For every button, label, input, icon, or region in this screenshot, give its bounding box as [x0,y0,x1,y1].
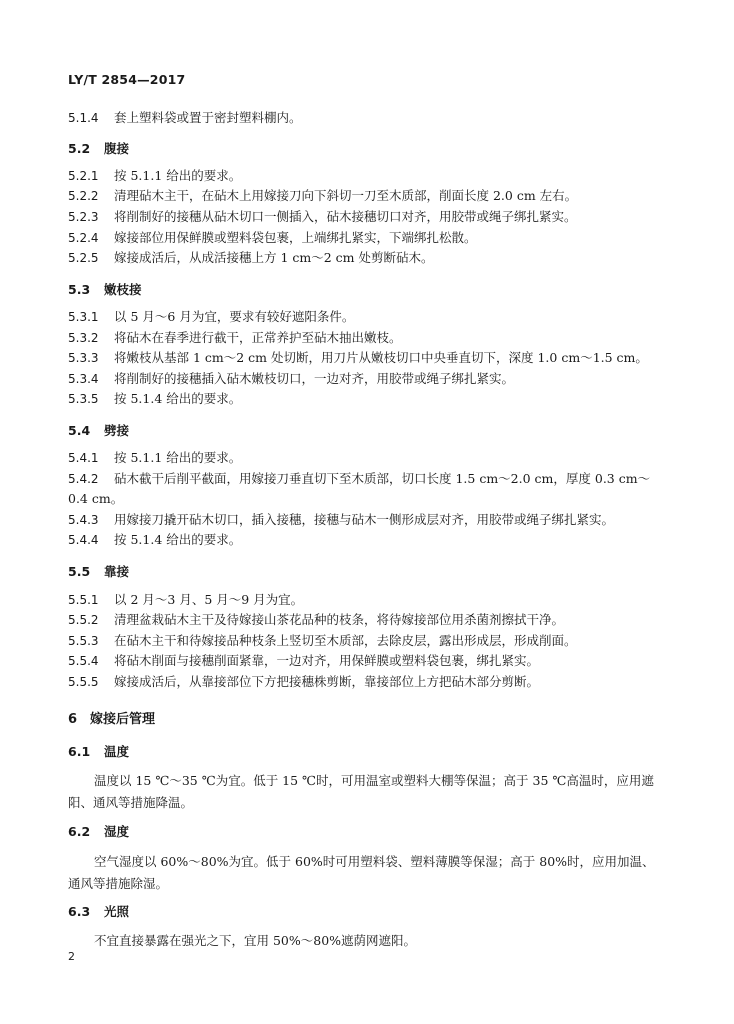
clause-text: 按 5.1.1 给出的要求。 [114,450,242,465]
clause-text: 以 2 月～3 月、5 月～9 月为宜。 [114,592,304,607]
page-number: 2 [68,950,75,963]
chapter-6-heading [68,711,155,728]
section-title: 靠接 [104,564,130,579]
clause-number: 5.3.3 [68,351,99,365]
clause-number: 5.4.3 [68,513,99,527]
clause-5-4-2 [68,471,650,487]
clause-text: 砧木截干后削平截面，用嫁接刀垂直切下至木质部，切口长度 1.5 cm～2.0 cm，厚度 0.3 cm～ [114,471,651,486]
clause-number: 5.2.2 [68,189,99,203]
clause-5-5-5 [68,674,539,690]
section-6-2-paragraph: 空气湿度以 60%～80%为宜。低于 60%时可用塑料袋、塑料薄膜等保湿；高于 80%时，应用加温、通风等措施除湿。 [68,854,655,891]
clause-text: 将砧木削面与接穗削面紧靠，一边对齐，用保鲜膜或塑料袋包裹，绑扎紧实。 [114,653,540,668]
clause-text: 将削制好的接穗插入砧木嫩枝切口，一边对齐，用胶带或绳子绑扎紧实。 [114,371,515,386]
clause-number: 5.4.2 [68,472,99,486]
clause-5-3-3 [68,350,648,366]
section-number: 6.3 [68,904,91,919]
section-5-5-heading [68,564,129,580]
clause-5-2-2 [68,188,577,204]
clause-number: 5.2.4 [68,231,99,245]
clause-number: 5.1.4 [68,111,99,125]
section-title: 温度 [104,744,130,759]
clause-5-3-4 [68,371,514,387]
section-6-1-heading [68,744,129,760]
clause-text: 嫁接成活后，从靠接部位下方把接穗株剪断，靠接部位上方把砧木部分剪断。 [114,674,540,689]
clause-5-4-2-continued [68,491,123,507]
clause-number: 5.3.4 [68,372,99,386]
section-6-1-paragraph: 温度以 15 ℃～35 ℃为宜。低于 15 ℃时，可用温室或塑料大棚等保温；高于 35 ℃高温时，应用遮阳、通风等措施降温。 [68,773,654,810]
clause-5-4-3 [68,512,614,528]
clause-5-3-1 [68,309,354,325]
clause-5-2-1 [68,168,241,184]
clause-number: 5.2.1 [68,169,99,183]
section-title: 劈接 [104,423,130,438]
clause-5-5-3 [68,633,577,649]
clause-text: 清理盆栽砧木主干及待嫁接山茶花品种的枝条，将待嫁接部位用杀菌剂擦拭干净。 [114,612,565,627]
clause-number: 5.4.1 [68,451,99,465]
clause-5-3-5 [68,391,241,407]
section-5-4-heading [68,423,129,439]
section-6-3-paragraph: 不宜直接暴露在强光之下，宜用 50%～80%遮荫网遮阳。 [94,933,417,948]
clause-number: 5.5.1 [68,593,99,607]
clause-text: 按 5.1.1 给出的要求。 [114,168,242,183]
clause-5-5-4 [68,653,539,669]
clause-text: 套上塑料袋或置于密封塑料棚内。 [114,110,302,125]
chapter-number: 6 [68,712,78,727]
clause-5-4-4 [68,532,241,548]
clause-text: 嫁接部位用保鲜膜或塑料袋包裹，上端绑扎紧实，下端绑扎松散。 [114,230,477,245]
clause-text: 清理砧木主干，在砧木上用嫁接刀向下斜切一刀至木质部，削面长度 2.0 cm 左右。 [114,188,578,203]
clause-number: 5.3.5 [68,392,99,406]
clause-5-4-1 [68,450,241,466]
clause-5-2-3 [68,209,577,225]
clause-number: 5.4.4 [68,533,99,547]
clause-number: 5.3.2 [68,331,99,345]
clause-number: 5.5.2 [68,613,99,627]
clause-5-5-2 [68,612,564,628]
clause-text: 将嫩枝从基部 1 cm～2 cm 处切断，用刀片从嫩枝切口中央垂直切下，深度 1.0 cm～1.5 cm。 [114,350,648,365]
section-number: 5.3 [68,282,91,297]
clause-text: 0.4 cm。 [68,491,124,506]
section-title: 光照 [104,904,130,919]
section-number: 5.4 [68,423,91,438]
section-title: 嫩枝接 [104,282,142,297]
clause-text: 按 5.1.4 给出的要求。 [114,532,242,547]
section-5-2-heading [68,141,129,157]
clause-5-2-4 [68,230,477,246]
clause-number: 5.2.5 [68,251,99,265]
section-5-3-heading [68,282,142,298]
clause-text: 在砧木主干和待嫁接品种枝条上竖切至木质部，去除皮层，露出形成层，形成削面。 [114,633,577,648]
section-number: 5.2 [68,141,91,156]
clause-number: 5.5.3 [68,634,99,648]
clause-text: 用嫁接刀撬开砧木切口，插入接穗，接穗与砧木一侧形成层对齐，用胶带或绳子绑扎紧实。 [114,512,615,527]
clause-text: 以 5 月～6 月为宜，要求有较好遮阳条件。 [114,309,355,324]
clause-5-2-5 [68,250,434,266]
clause-number: 5.3.1 [68,310,99,324]
clause-5-5-1 [68,592,303,608]
clause-5-3-2 [68,330,402,346]
clause-number: 5.2.3 [68,210,99,224]
section-title: 湿度 [104,824,130,839]
clause-text: 按 5.1.4 给出的要求。 [114,391,242,406]
section-title: 腹接 [104,141,130,156]
chapter-title: 嫁接后管理 [90,712,156,727]
section-6-3-heading [68,904,129,920]
document-code: LY/T 2854—2017 [68,72,186,87]
clause-text: 将砧木在春季进行截干，正常养护至砧木抽出嫩枝。 [114,330,402,345]
section-number: 6.2 [68,824,91,839]
clause-number: 5.5.4 [68,654,99,668]
section-6-2-heading [68,824,129,840]
clause-text: 嫁接成活后，从成活接穗上方 1 cm～2 cm 处剪断砧木。 [114,250,434,265]
clause-number: 5.5.5 [68,675,99,689]
clause-5-1-4 [68,110,302,126]
section-number: 6.1 [68,744,91,759]
section-number: 5.5 [68,564,91,579]
clause-text: 将削制好的接穗从砧木切口一侧插入，砧木接穗切口对齐，用胶带或绳子绑扎紧实。 [114,209,577,224]
